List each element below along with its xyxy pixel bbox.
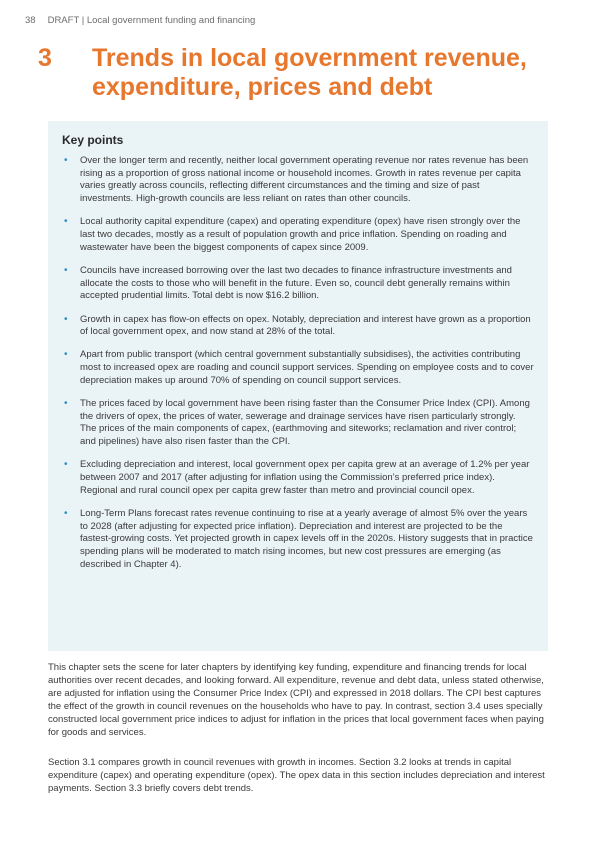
bullet-icon: • — [64, 216, 68, 228]
chapter-number: 3 — [38, 44, 52, 72]
key-points-list — [62, 155, 534, 571]
key-point-item — [62, 508, 534, 572]
bullet-icon: • — [64, 349, 68, 361]
key-points-box — [48, 121, 548, 651]
key-point-item — [62, 349, 534, 387]
key-point-item — [62, 265, 534, 303]
key-point-text: Excluding depreciation and interest, local government opex per capita grew at an average of 1.2% per year between 2007 and 2017 (after adjusting for inflation using the Commission’s preferred price index). Regional and rural council opex per capita grew faster than metro and provincial council opex. — [80, 459, 530, 496]
key-point-text: Councils have increased borrowing over the last two decades to finance infrastructure investments and allocate the costs to those who will benefit in the future. Even so, council debt generally remains within accepted prudential limits. Total debt is now $16.2 billion. — [80, 264, 512, 302]
bullet-icon: • — [64, 507, 68, 519]
key-point-text: Long-Term Plans forecast rates revenue continuing to rise at a yearly average of almost 5% over the years to 2028 (after adjusting for expected price inflation). Depreciation and interest are projected to be the fastest-growing costs. Yet projected growth in capex levels off in the 2020s. History suggests that in practice spending plans will be moderated to match rising incomes, but new cost pressures are emerging (as described in Chapter 4). — [80, 507, 533, 570]
key-points-heading: Key points — [62, 133, 124, 147]
bullet-icon: • — [64, 264, 68, 276]
chapter-title: Trends in local government revenue, expenditure, prices and debt — [92, 44, 527, 101]
key-point-text: The prices faced by local government have been rising faster than the Consumer Price Index (CPI). Among the drivers of opex, the prices of water, sewerage and drainage services have risen particularly strongly. The prices of the main components of capex, (earthmoving and siteworks; reclamation and river control; and pipelines) have also risen faster than the CPI. — [80, 398, 530, 448]
bullet-icon: • — [64, 398, 68, 410]
key-point-text: Over the longer term and recently, neither local government operating revenue nor rates revenue has been rising as a proportion of gross national income or household incomes. Growth in rates revenue per capita varies greatly across councils, reflecting different circumstances and the timing and size of past investments. High-growth councils are less reliant on rates than other councils. — [80, 155, 529, 205]
key-point-text: Local authority capital expenditure (capex) and operating expenditure (opex) have risen strongly over the last two decades, mostly as a result of population growth and price inflation. Spending on roading and wastewater have been the biggest components of capex since 2009. — [80, 216, 521, 253]
chapter-heading — [38, 44, 578, 102]
key-point-item — [62, 314, 534, 339]
running-title: DRAFT | Local government funding and financing — [47, 15, 256, 26]
bullet-icon: • — [64, 155, 68, 166]
bullet-icon: • — [64, 313, 68, 325]
key-point-item — [62, 216, 534, 254]
body-paragraph: This chapter sets the scene for later chapters by identifying key funding, expenditure and financing trends for local authorities over recent decades, and looking forward. All expenditure, revenue and debt data, unless stated otherwise, are adjusted for inflation using the Consumer Price Index (CPI) and expressed in 2018 dollars. The CPI best captures the effect of the growth in council revenues on the households who have to pay. In contrast, section 3.4 uses specially constructed local government price indices to adjust for inflation in the prices that local government faces when paying for goods and services. — [48, 662, 544, 738]
page-number: 38 — [25, 15, 36, 26]
body-paragraph: Section 3.1 compares growth in council revenues with growth in incomes. Section 3.2 looks at trends in capital expenditure (capex) and operating expenditure (opex). The opex data in this section includes depreciation and interest payments. Section 3.3 briefly covers debt trends. — [48, 757, 545, 794]
bullet-icon: • — [64, 459, 68, 471]
key-point-item — [62, 155, 534, 206]
key-point-item — [62, 459, 534, 497]
key-point-item — [62, 398, 534, 449]
key-point-text: Growth in capex has flow-on effects on opex. Notably, depreciation and interest have grown as a proportion of local government opex, and now stand at 28% of the total. — [80, 313, 531, 338]
key-point-text: Apart from public transport (which central government substantially subsidises), the activities contributing most to increased opex are roading and council support services. Spending on employee costs and to cover depreciation makes up around 70% of spending on council support services. — [80, 349, 534, 386]
running-header — [25, 15, 255, 26]
